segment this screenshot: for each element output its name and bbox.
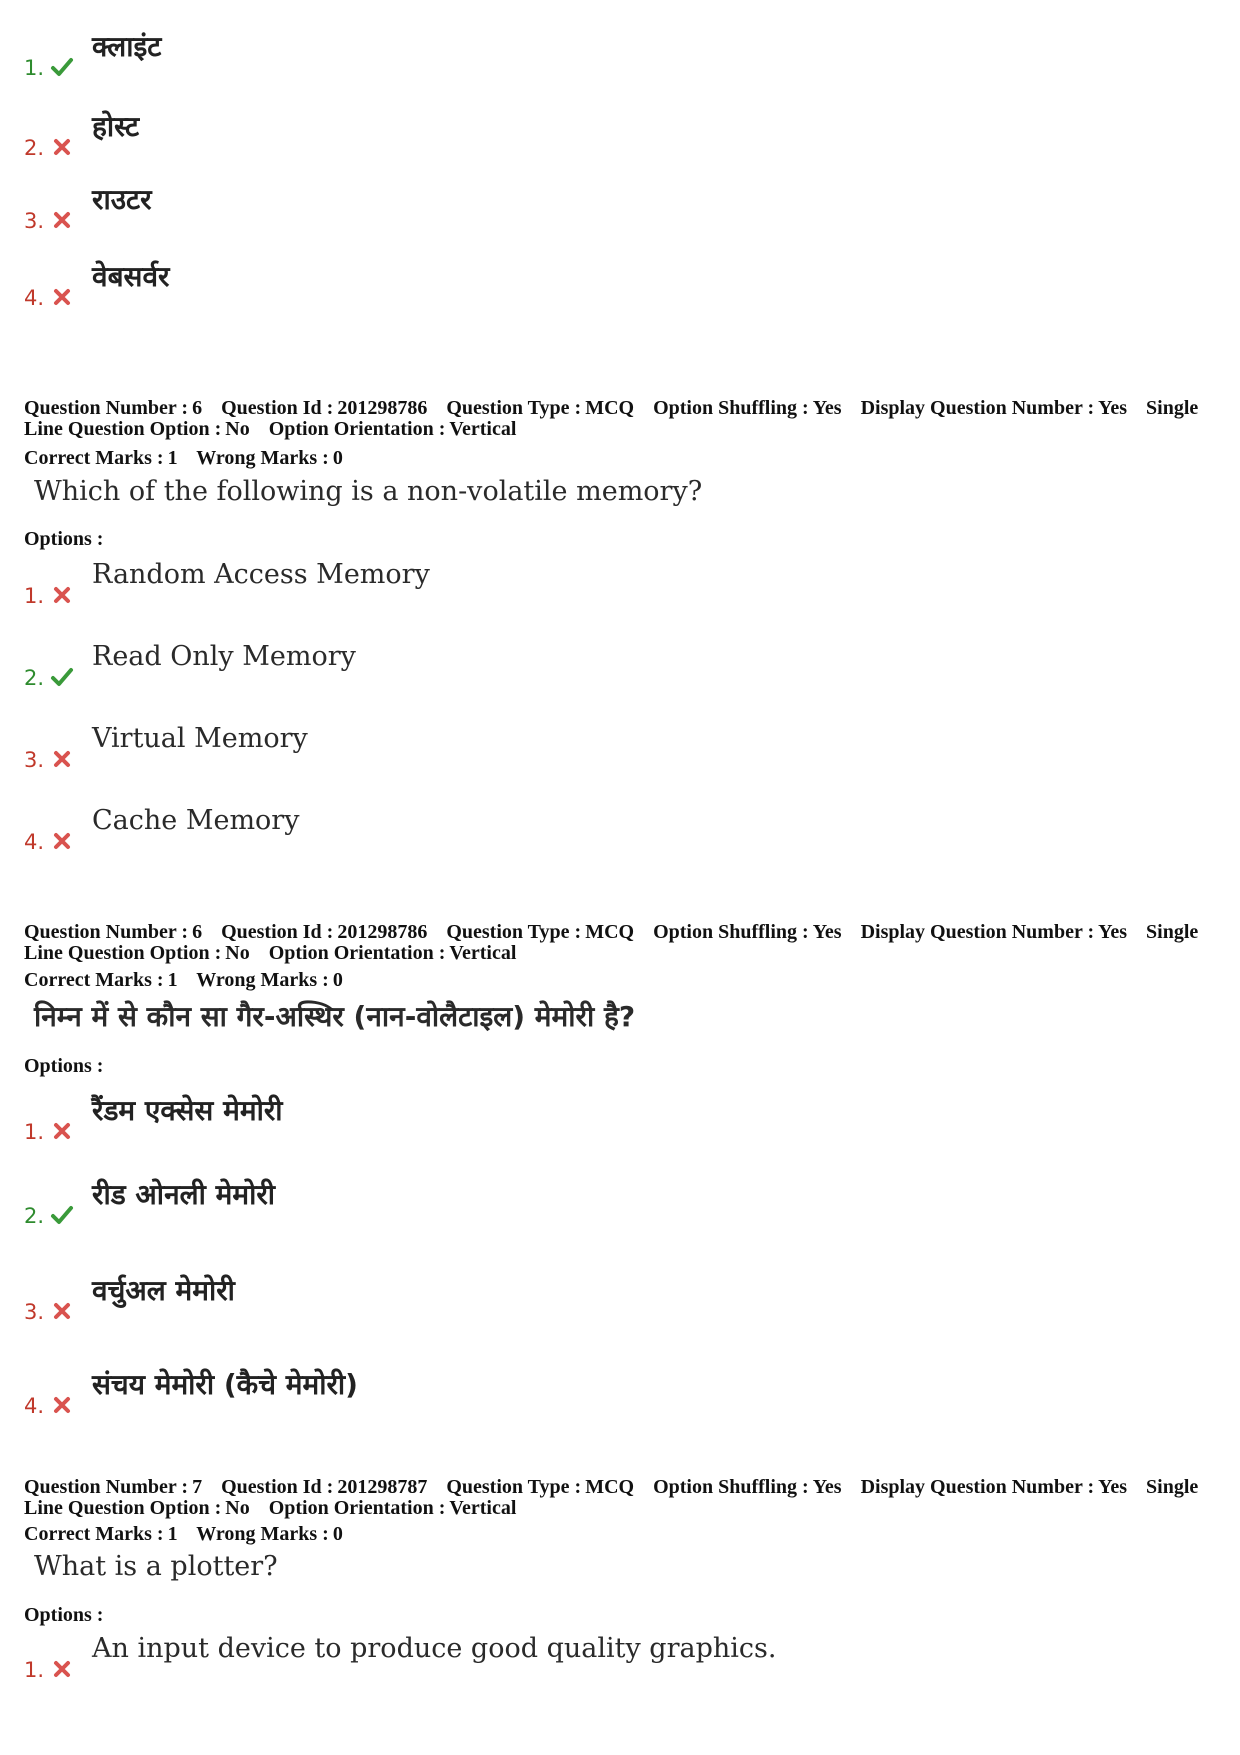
option-text: रैंडम एक्सेस मेमोरी — [92, 1094, 283, 1127]
option-number: 4. — [24, 830, 45, 854]
question-meta: Question Number : 6 Question Id : 201298786 Question Type : MCQ Option Shuffling : Yes Display Question Number : Yes Single Line Question Option : No Option Orientation : Vertical — [24, 397, 1199, 440]
option-text: वेबसर्वर — [92, 260, 170, 293]
option-number: 1. — [24, 56, 45, 80]
prev-option-3 — [24, 183, 1204, 233]
check-icon — [50, 56, 74, 78]
option-2 — [24, 1178, 1204, 1228]
option-text: वर्चुअल मेमोरी — [92, 1274, 235, 1307]
option-1 — [24, 558, 1204, 608]
cross-icon — [50, 584, 74, 606]
option-text: Read Only Memory — [92, 641, 356, 672]
question-marks: Correct Marks : 1 Wrong Marks : 0 — [24, 447, 343, 469]
option-text: रीड ओनली मेमोरी — [92, 1178, 276, 1211]
question-text: What is a plotter? — [34, 1551, 278, 1582]
option-text: Cache Memory — [92, 805, 300, 836]
options-label: Options : — [24, 1055, 104, 1077]
cross-icon — [50, 1300, 74, 1322]
option-text: Virtual Memory — [92, 723, 308, 754]
option-number: 1. — [24, 584, 45, 608]
option-4 — [24, 804, 1204, 854]
option-number: 2. — [24, 136, 45, 160]
option-number: 3. — [24, 209, 45, 233]
question-text: निम्न में से कौन सा गैर-अस्थिर (नान-वोलैटाइल) मेमोरी है? — [34, 1000, 636, 1033]
options-label: Options : — [24, 1604, 104, 1626]
option-1 — [24, 1632, 1204, 1682]
cross-icon — [50, 748, 74, 770]
question-marks: Correct Marks : 1 Wrong Marks : 0 — [24, 969, 343, 991]
option-number: 2. — [24, 666, 45, 690]
cross-icon — [50, 209, 74, 231]
option-text: An input device to produce good quality graphics. — [92, 1633, 777, 1664]
cross-icon — [50, 1120, 74, 1142]
cross-icon — [50, 830, 74, 852]
option-3 — [24, 1274, 1204, 1324]
cross-icon — [50, 1394, 74, 1416]
question-marks: Correct Marks : 1 Wrong Marks : 0 — [24, 1523, 343, 1545]
option-text: संचय मेमोरी (कैचे मेमोरी) — [92, 1368, 358, 1401]
option-1 — [24, 1094, 1204, 1144]
option-number: 2. — [24, 1204, 45, 1228]
check-icon — [50, 666, 74, 688]
option-3 — [24, 722, 1204, 772]
option-2 — [24, 640, 1204, 690]
cross-icon — [50, 286, 74, 308]
option-number: 1. — [24, 1120, 45, 1144]
cross-icon — [50, 136, 74, 158]
question-text: Which of the following is a non-volatile memory? — [34, 476, 703, 507]
option-number: 4. — [24, 1394, 45, 1418]
option-number: 1. — [24, 1658, 45, 1682]
question-meta: Question Number : 6 Question Id : 201298786 Question Type : MCQ Option Shuffling : Yes Display Question Number : Yes Single Line Question Option : No Option Orientation : Vertical — [24, 921, 1199, 964]
option-4 — [24, 1368, 1204, 1418]
cross-icon — [50, 1658, 74, 1680]
prev-option-2 — [24, 110, 1204, 160]
option-text: राउटर — [92, 183, 152, 216]
option-text: होस्ट — [92, 110, 140, 143]
options-label: Options : — [24, 528, 104, 550]
option-number: 3. — [24, 748, 45, 772]
prev-option-1 — [24, 30, 1204, 80]
option-number: 3. — [24, 1300, 45, 1324]
option-text: Random Access Memory — [92, 559, 430, 590]
check-icon — [50, 1204, 74, 1226]
prev-option-4 — [24, 260, 1204, 310]
option-number: 4. — [24, 286, 45, 310]
option-text: क्लाइंट — [92, 30, 162, 63]
question-meta: Question Number : 7 Question Id : 201298787 Question Type : MCQ Option Shuffling : Yes Display Question Number : Yes Single Line Question Option : No Option Orientation : Vertical — [24, 1476, 1199, 1519]
